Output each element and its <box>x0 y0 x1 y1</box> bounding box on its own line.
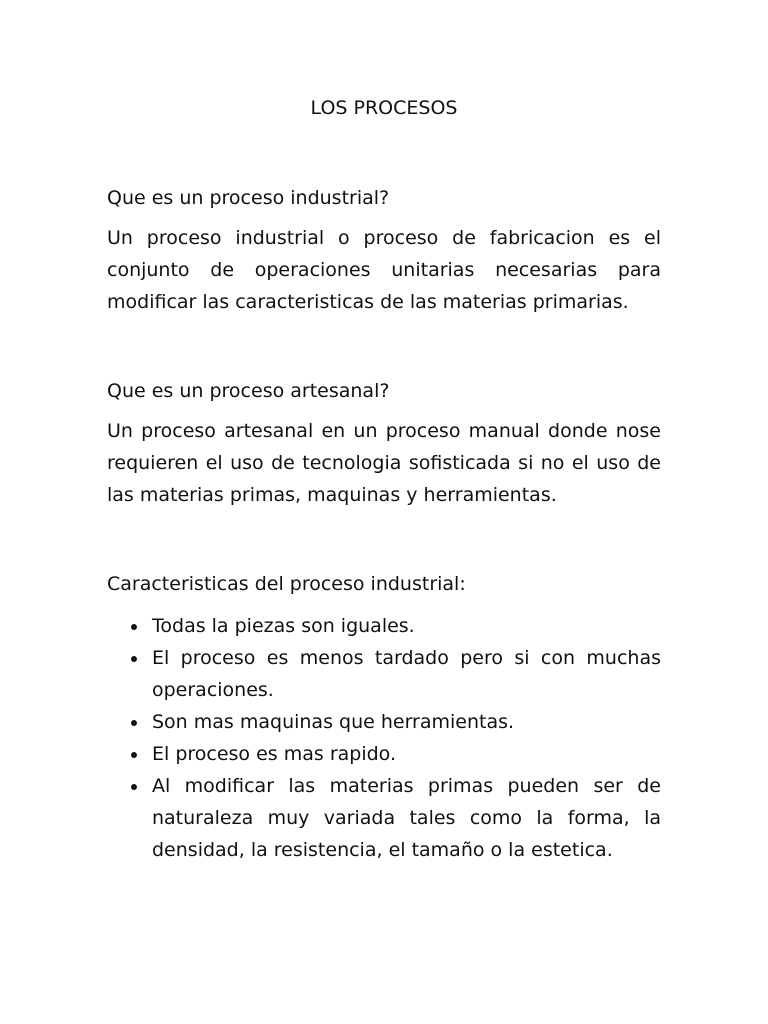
list-item-text: El proceso es mas rapido. <box>152 743 397 765</box>
answer-artesanal: Un proceso artesanal en un proceso manual donde nose requieren el uso de tecnologia sofisticada si no el uso de las materias primas, maquinas y herramientas. <box>107 420 661 506</box>
page-title: LOS PROCESOS <box>310 97 458 119</box>
bullet-icon <box>131 752 137 758</box>
bullet-icon <box>131 784 137 790</box>
bullet-icon <box>131 656 137 662</box>
characteristics-list <box>107 610 661 866</box>
list-item-text: Al modificar las materias primas pueden ser de naturaleza muy variada tales como la forma, la densidad, la resistencia, el tamaño o la estetica. <box>152 775 661 861</box>
question-industrial: Que es un proceso industrial? <box>107 187 390 209</box>
characteristics-heading: Caracteristicas del proceso industrial: <box>107 573 466 595</box>
list-item-text: El proceso es menos tardado pero si con muchas operaciones. <box>152 647 661 701</box>
list-item <box>107 770 661 866</box>
bullet-icon <box>131 720 137 726</box>
list-item-text: Son mas maquinas que herramientas. <box>152 711 515 733</box>
document-content <box>107 92 661 866</box>
question-artesanal: Que es un proceso artesanal? <box>107 380 390 402</box>
list-item <box>107 610 661 642</box>
list-item <box>107 642 661 706</box>
answer-industrial: Un proceso industrial o proceso de fabricacion es el conjunto de operaciones unitarias necesarias para modificar las caracteristicas de las materias primarias. <box>107 227 661 313</box>
list-item-text: Todas la piezas son iguales. <box>152 615 415 637</box>
bullet-icon <box>131 624 137 630</box>
list-item <box>107 706 661 738</box>
list-item <box>107 738 661 770</box>
